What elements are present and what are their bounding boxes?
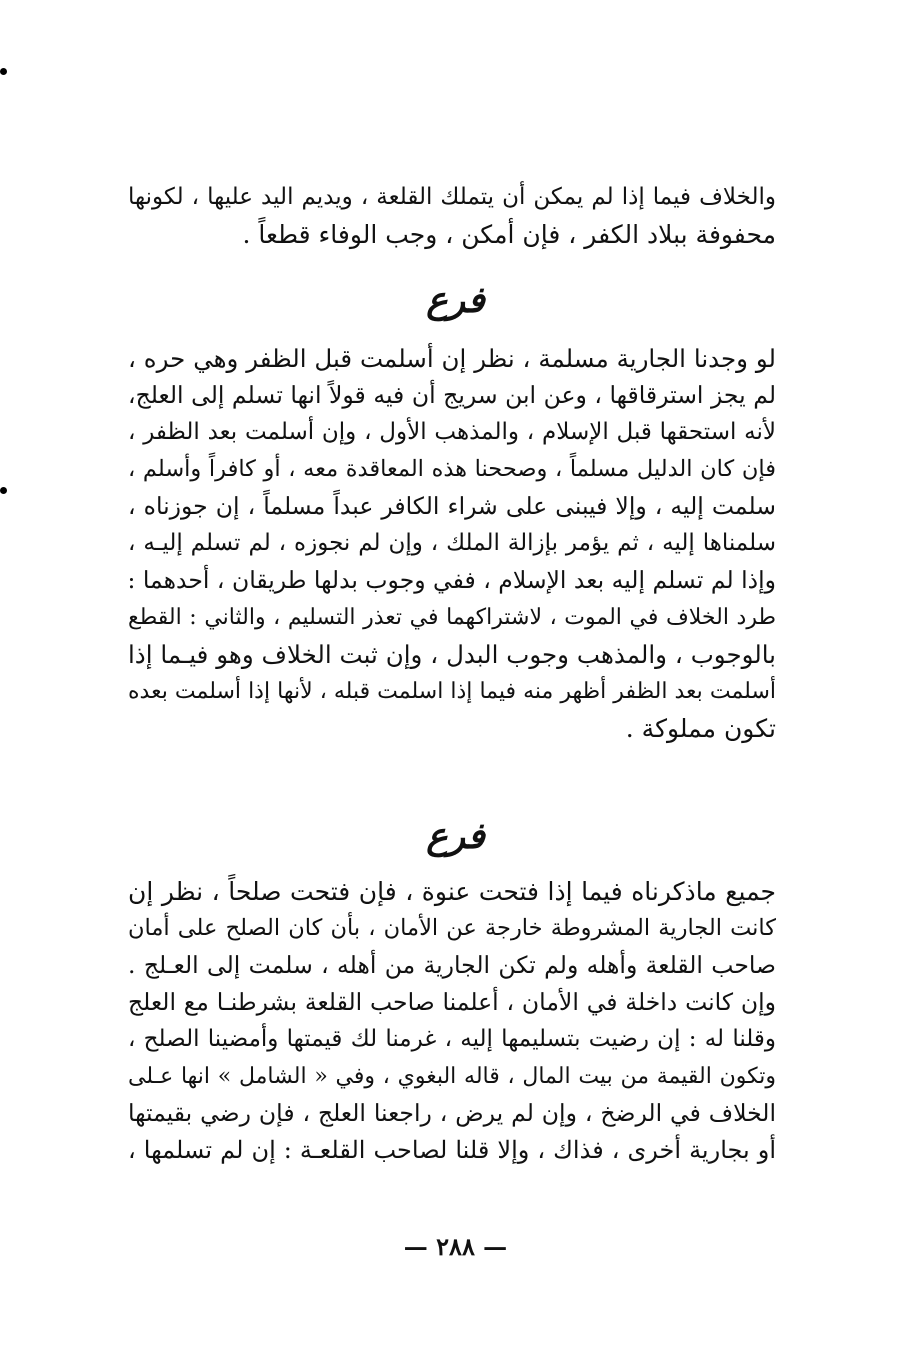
text-line: وتكون القيمة من بيت المال ، قاله البغوي ، وفي « الشامل » انها عـلى — [128, 1064, 776, 1089]
section-heading: فرع — [426, 815, 485, 857]
text-line: والخلاف فيما إذا لم يمكن أن يتملك القلعة ، ويديم اليد عليها ، لكونها — [128, 184, 776, 210]
margin-mark — [0, 68, 7, 75]
text-line: جميع ماذكرناه فيما إذا فتحت عنوة ، فإن فتحت صلحاً ، نظر إن — [128, 877, 776, 906]
text-line: أو بجارية أخرى ، فذاك ، وإلا قلنا لصاحب القلعـة : إن لم تسلمها ، — [128, 1136, 776, 1164]
text-line: فإن كان الدليل مسلماً ، وصححنا هذه المعاقدة معه ، أو كافراً وأسلم ، — [128, 456, 776, 482]
text-line: لو وجدنا الجارية مسلمة ، نظر إن أسلمت قبل الظفر وهي حره ، — [128, 344, 776, 373]
page-number: — ٢٨٨ — — [403, 1232, 508, 1261]
text-line: لأنه استحقها قبل الإسلام ، والمذهب الأول ، وإن أسلمت بعد الظفر ، — [128, 419, 776, 445]
paragraph-section-1 — [128, 340, 776, 747]
paragraph-continuation — [128, 179, 776, 253]
text-line: محفوفة ببلاد الكفر ، فإن أمكن ، وجب الوفاء قطعاً . — [242, 220, 776, 249]
section-heading: فرع — [426, 279, 485, 321]
text-line: وقلنا له : إن رضيت بتسليمها إليه ، غرمنا لك قيمتها وأمضينا الصلح ، — [128, 1026, 776, 1052]
paragraph-section-2 — [128, 873, 776, 1169]
text-line: وإن كانت داخلة في الأمان ، أعلمنا صاحب القلعة بشرطنـا مع العلج — [128, 988, 776, 1016]
text-line: أسلمت بعد الظفر أظهر منه فيما إذا اسلمت قبله ، لأنها إذا أسلمت بعده — [128, 679, 776, 704]
text-line: طرد الخلاف في الموت ، لاشتراكهما في تعذر التسليم ، والثاني : القطع — [128, 605, 776, 630]
text-line: بالوجوب ، والمذهب وجوب البدل ، وإن ثبت الخلاف وهو فيـما إذا — [128, 640, 776, 669]
text-line: سلمناها إليه ، ثم يؤمر بإزالة الملك ، وإن لم نجوزه ، لم تسلم إليـه ، — [128, 530, 776, 556]
text-line: صاحب القلعة وأهله ولم تكن الجارية من أهله ، سلمت إلى العـلج . — [128, 951, 776, 979]
text-line: كانت الجارية المشروطة خارجة عن الأمان ، بأن كان الصلح على أمان — [128, 915, 776, 941]
text-line: سلمت إليه ، وإلا فيبنى على شراء الكافر عبداً مسلماً ، إن جوزناه ، — [128, 492, 776, 520]
text-line: الخلاف في الرضخ ، وإن لم يرض ، راجعنا العلج ، فإن رضي بقيمتها — [128, 1099, 776, 1127]
text-line: تكون مملوكة . — [625, 714, 776, 743]
margin-mark — [0, 487, 7, 494]
text-line: وإذا لم تسلم إليه بعد الإسلام ، ففي وجوب بدلها طريقان ، أحدهما : — [128, 566, 776, 594]
text-line: لم يجز استرقاقها ، وعن ابن سريج أن فيه قولاً انها تسلم إلى العلج، — [128, 381, 776, 409]
